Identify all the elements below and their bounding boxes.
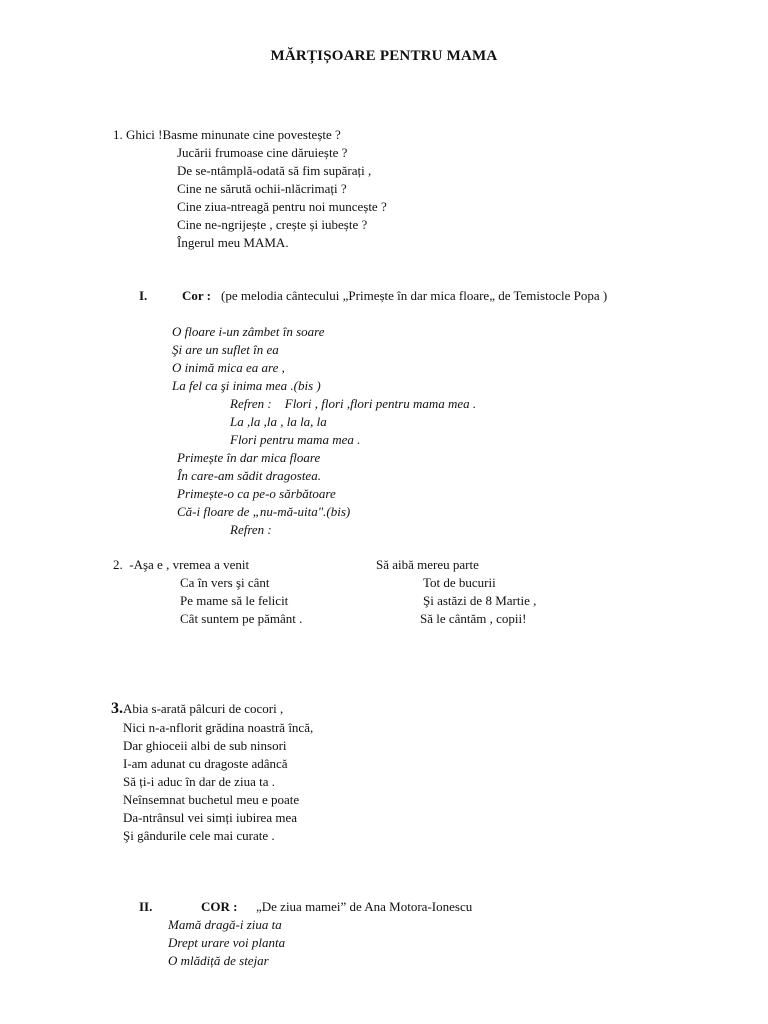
poem-line-left: Cât suntem pe pământ . [180, 611, 303, 626]
poem-line: Cine ne sărută ochii-nlăcrimați ? [177, 181, 347, 196]
lyric-line: În care-am sădit dragostea. [177, 468, 321, 483]
lyric-line: Primește în dar mica floare [177, 450, 321, 465]
poem-line-left: Pe mame să le felicit [180, 593, 289, 608]
lyric-line: O mlădiță de stejar [168, 953, 269, 968]
lyric-line: Că-i floare de „nu-mă-uita".(bis) [177, 504, 351, 519]
poem-line: I-am adunat cu dragoste adâncă [123, 756, 288, 771]
poem-line: Cine ziua-ntreagă pentru noi muncește ? [177, 199, 387, 214]
poem-line-right: Tot de bucurii [423, 575, 496, 590]
poem-line: Să ți-i aduc în dar de ziua ta . [123, 774, 275, 789]
cor-2-description: „De ziua mamei” de Ana Motora-Ionescu [256, 899, 473, 914]
poem-line: Dar ghioceii albi de sub ninsori [123, 738, 287, 753]
poem-line: Şi gândurile cele mai curate . [123, 828, 275, 843]
section-3-number: 3. [111, 700, 123, 717]
lyric-line: Şi are un suflet în ea [172, 342, 279, 357]
poem-line-right: Şi astăzi de 8 Martie , [423, 593, 537, 608]
document-title: MĂRȚIȘOARE PENTRU MAMA [270, 48, 498, 64]
refrain-line: Refren : [230, 522, 272, 537]
refrain-line: Refren : Flori , flori ,flori pentru mama mea . [230, 396, 477, 411]
lyric-line: Primește-o ca pe-o sărbătoare [177, 486, 336, 501]
cor-1-label: Cor : [182, 288, 212, 303]
poem-first-line [111, 701, 283, 717]
lyric-line: O inimă mica ea are , [172, 360, 285, 375]
poem-line: Nici n-a-nflorit grădina noastră încă, [123, 720, 314, 735]
poem-line: Îngerul meu MAMA. [177, 235, 289, 250]
poem-line-right: Să le cântăm , copii! [420, 611, 527, 626]
lyric-line: Mamă dragă-i ziua ta [168, 917, 282, 932]
refrain-line: La ,la ,la , la la, la [230, 414, 327, 429]
poem-line: De se-ntâmplă-odată să fim supărați , [177, 163, 372, 178]
poem-line: Neînsemnat buchetul meu e poate [123, 792, 300, 807]
poem-line-left: 2. -Aşa e , vremea a venit [113, 557, 250, 572]
poem-line: 1. Ghici !Basme minunate cine povestește ? [113, 127, 341, 142]
lyric-line: Drept urare voi planta [168, 935, 286, 950]
cor-2-numeral: II. [139, 899, 153, 914]
poem-line: Abia s-arată pâlcuri de cocori , [123, 701, 284, 716]
cor-1-description: (pe melodia cântecului „Primește în dar mica floare„ de Temistocle Popa ) [221, 288, 608, 303]
lyric-line: La fel ca şi inima mea .(bis ) [172, 378, 321, 393]
poem-line-left: Ca în vers şi cânt [180, 575, 270, 590]
poem-line-right: Să aibă mereu parte [376, 557, 479, 572]
poem-line: Cine ne-ngrijește , crește și iubește ? [177, 217, 368, 232]
lyric-line: O floare i-un zâmbet în soare [172, 324, 325, 339]
cor-1-numeral: I. [139, 288, 148, 303]
refrain-line: Flori pentru mama mea . [230, 432, 361, 447]
cor-2-label: COR : [201, 899, 238, 914]
poem-line: Da-ntrânsul vei simți iubirea mea [123, 810, 298, 825]
poem-line: Jucării frumoase cine dăruiește ? [177, 145, 348, 160]
